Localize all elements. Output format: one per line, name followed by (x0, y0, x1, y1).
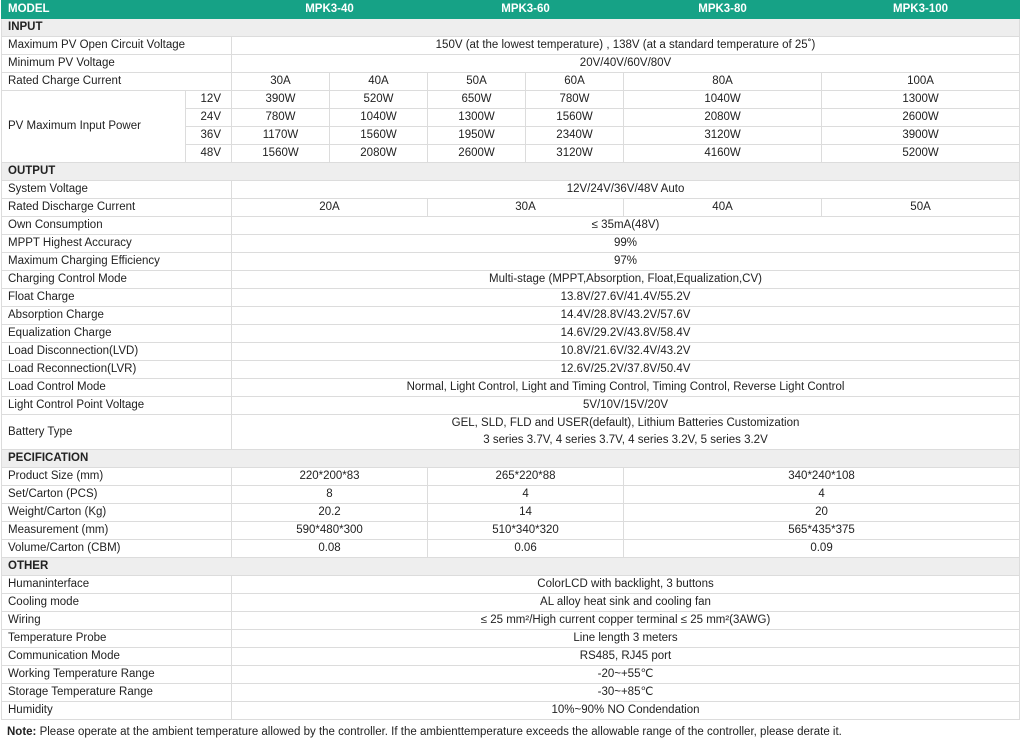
table-row (2, 253, 1020, 271)
row-label: Load Reconnection(LVR) (2, 361, 232, 379)
cell-value: 1560W (330, 127, 428, 145)
row-label: Float Charge (2, 289, 232, 307)
table-row (2, 91, 1020, 109)
row-label: Maximum PV Open Circuit Voltage (2, 37, 232, 55)
row-value: ≤ 25 mm²/High current copper terminal ≤ 25 mm²(3AWG) (232, 612, 1020, 630)
battery-type-line-2: 3 series 3.7V, 4 series 3.7V, 4 series 3.2V, 5 series 3.2V (483, 434, 768, 446)
row-value: RS485, RJ45 port (232, 648, 1020, 666)
cell-value: 220*200*83 (232, 468, 428, 486)
row-label: System Voltage (2, 181, 232, 199)
model-header: MODEL (2, 1, 232, 19)
row-label: MPPT Highest Accuracy (2, 235, 232, 253)
cell-value: 1300W (428, 109, 526, 127)
row-label: Absorption Charge (2, 307, 232, 325)
row-label: Volume/Carton (CBM) (2, 540, 232, 558)
table-row (2, 576, 1020, 594)
table-row (2, 612, 1020, 630)
battery-type-line-1: GEL, SLD, FLD and USER(default), Lithium Batteries Customization (451, 417, 800, 429)
row-value: -20~+55℃ (232, 666, 1020, 684)
cell-value: 650W (428, 91, 526, 109)
table-row (2, 271, 1020, 289)
row-value: 10.8V/21.6V/32.4V/43.2V (232, 343, 1020, 361)
row-value: -30~+85℃ (232, 684, 1020, 702)
table-row (2, 55, 1020, 73)
cell-value: 1560W (232, 145, 330, 163)
cell-value: 30A (232, 73, 330, 91)
table-row (2, 504, 1020, 522)
table-row (2, 181, 1020, 199)
table-row (2, 307, 1020, 325)
table-row (2, 594, 1020, 612)
table-row (2, 325, 1020, 343)
row-label: Product Size (mm) (2, 468, 232, 486)
table-row (2, 235, 1020, 253)
table-row (2, 289, 1020, 307)
cell-value: 520W (330, 91, 428, 109)
row-value: Line length 3 meters (232, 630, 1020, 648)
model-mpk3-40: MPK3-40 (232, 1, 428, 19)
row-label: Load Control Mode (2, 379, 232, 397)
row-value: AL alloy heat sink and cooling fan (232, 594, 1020, 612)
cell-value: 4160W (624, 145, 822, 163)
row-value: 14.4V/28.8V/43.2V/57.6V (232, 307, 1020, 325)
table-row (2, 684, 1020, 702)
row-label: Humaninterface (2, 576, 232, 594)
cell-value: 1170W (232, 127, 330, 145)
voltage-label: 12V (186, 91, 232, 109)
table-row (2, 379, 1020, 397)
row-label: Storage Temperature Range (2, 684, 232, 702)
cell-value: 30A (428, 199, 624, 217)
cell-value: 2600W (428, 145, 526, 163)
cell-value: 340*240*108 (624, 468, 1020, 486)
cell-value: 5200W (822, 145, 1020, 163)
table-row (2, 522, 1020, 540)
table-row (2, 540, 1020, 558)
model-mpk3-60: MPK3-60 (428, 1, 624, 19)
cell-value: 2080W (330, 145, 428, 163)
cell-value: 510*340*320 (428, 522, 624, 540)
row-label: Rated Discharge Current (2, 199, 232, 217)
cell-value: 40A (624, 199, 822, 217)
table-row (2, 415, 1020, 450)
cell-value: 3120W (624, 127, 822, 145)
section-pecification (2, 450, 1020, 468)
row-label: Load Disconnection(LVD) (2, 343, 232, 361)
cell-value: 265*220*88 (428, 468, 624, 486)
row-label: PV Maximum Input Power (2, 91, 186, 163)
spec-table (1, 0, 1020, 720)
row-value: 13.8V/27.6V/41.4V/55.2V (232, 289, 1020, 307)
cell-value: 3120W (526, 145, 624, 163)
cell-value: 1560W (526, 109, 624, 127)
table-row (2, 486, 1020, 504)
cell-value: 20A (232, 199, 428, 217)
row-label: Weight/Carton (Kg) (2, 504, 232, 522)
note-label: Note: (7, 726, 37, 738)
voltage-label: 48V (186, 145, 232, 163)
row-value: Normal, Light Control, Light and Timing Control, Timing Control, Reverse Light Control (232, 379, 1020, 397)
row-label: Light Control Point Voltage (2, 397, 232, 415)
table-row (2, 199, 1020, 217)
cell-value: 1040W (624, 91, 822, 109)
cell-value: 2600W (822, 109, 1020, 127)
cell-value: 60A (526, 73, 624, 91)
row-value: 14.6V/29.2V/43.8V/58.4V (232, 325, 1020, 343)
table-row (2, 666, 1020, 684)
battery-type-value (232, 415, 1020, 450)
row-label: Working Temperature Range (2, 666, 232, 684)
cell-value: 40A (330, 73, 428, 91)
row-label: Set/Carton (PCS) (2, 486, 232, 504)
cell-value: 3900W (822, 127, 1020, 145)
row-label: Humidity (2, 702, 232, 720)
cell-value: 1950W (428, 127, 526, 145)
table-row (2, 37, 1020, 55)
cell-value: 50A (822, 199, 1020, 217)
cell-value: 2340W (526, 127, 624, 145)
header-row (2, 1, 1020, 19)
row-value: ≤ 35mA(48V) (232, 217, 1020, 235)
row-label: Measurement (mm) (2, 522, 232, 540)
cell-value: 4 (428, 486, 624, 504)
section-title: OTHER (2, 558, 1020, 576)
cell-value: 780W (526, 91, 624, 109)
voltage-label: 36V (186, 127, 232, 145)
row-label: Wiring (2, 612, 232, 630)
section-title: PECIFICATION (2, 450, 1020, 468)
row-label: Rated Charge Current (2, 73, 232, 91)
cell-value: 590*480*300 (232, 522, 428, 540)
cell-value: 0.08 (232, 540, 428, 558)
footnote (7, 726, 842, 738)
table-row (2, 217, 1020, 235)
cell-value: 8 (232, 486, 428, 504)
cell-value: 390W (232, 91, 330, 109)
cell-value: 80A (624, 73, 822, 91)
cell-value: 14 (428, 504, 624, 522)
row-value: ColorLCD with backlight, 3 buttons (232, 576, 1020, 594)
row-label: Charging Control Mode (2, 271, 232, 289)
section-title: OUTPUT (2, 163, 1020, 181)
row-label: Equalization Charge (2, 325, 232, 343)
table-row (2, 648, 1020, 666)
row-label: Battery Type (2, 415, 232, 450)
row-label: Own Consumption (2, 217, 232, 235)
row-value: 10%~90% NO Condendation (232, 702, 1020, 720)
cell-value: 50A (428, 73, 526, 91)
row-value: 12.6V/25.2V/37.8V/50.4V (232, 361, 1020, 379)
row-value: 150V (at the lowest temperature) , 138V (at a standard temperature of 25˚) (232, 37, 1020, 55)
table-row (2, 397, 1020, 415)
table-row (2, 630, 1020, 648)
section-input (2, 19, 1020, 37)
row-value: Multi-stage (MPPT,Absorption, Float,Equalization,CV) (232, 271, 1020, 289)
row-label: Temperature Probe (2, 630, 232, 648)
table-row (2, 468, 1020, 486)
cell-value: 20.2 (232, 504, 428, 522)
cell-value: 20 (624, 504, 1020, 522)
cell-value: 100A (822, 73, 1020, 91)
row-label: Minimum PV Voltage (2, 55, 232, 73)
cell-value: 4 (624, 486, 1020, 504)
cell-value: 1300W (822, 91, 1020, 109)
section-other (2, 558, 1020, 576)
cell-value: 780W (232, 109, 330, 127)
section-output (2, 163, 1020, 181)
row-label: Maximum Charging Efficiency (2, 253, 232, 271)
row-value: 97% (232, 253, 1020, 271)
table-row (2, 361, 1020, 379)
voltage-label: 24V (186, 109, 232, 127)
model-mpk3-100: MPK3-100 (822, 1, 1020, 19)
row-value: 5V/10V/15V/20V (232, 397, 1020, 415)
row-label: Communication Mode (2, 648, 232, 666)
cell-value: 565*435*375 (624, 522, 1020, 540)
cell-value: 0.06 (428, 540, 624, 558)
cell-value: 1040W (330, 109, 428, 127)
section-title: INPUT (2, 19, 1020, 37)
cell-value: 2080W (624, 109, 822, 127)
note-text: Please operate at the ambient temperature allowed by the controller. If the ambienttemperature exceeds the allowable range of the controller, please derate it. (36, 726, 842, 738)
table-row (2, 702, 1020, 720)
row-value: 12V/24V/36V/48V Auto (232, 181, 1020, 199)
table-row (2, 73, 1020, 91)
model-mpk3-80: MPK3-80 (624, 1, 822, 19)
cell-value: 0.09 (624, 540, 1020, 558)
table-row (2, 343, 1020, 361)
row-label: Cooling mode (2, 594, 232, 612)
row-value: 20V/40V/60V/80V (232, 55, 1020, 73)
row-value: 99% (232, 235, 1020, 253)
